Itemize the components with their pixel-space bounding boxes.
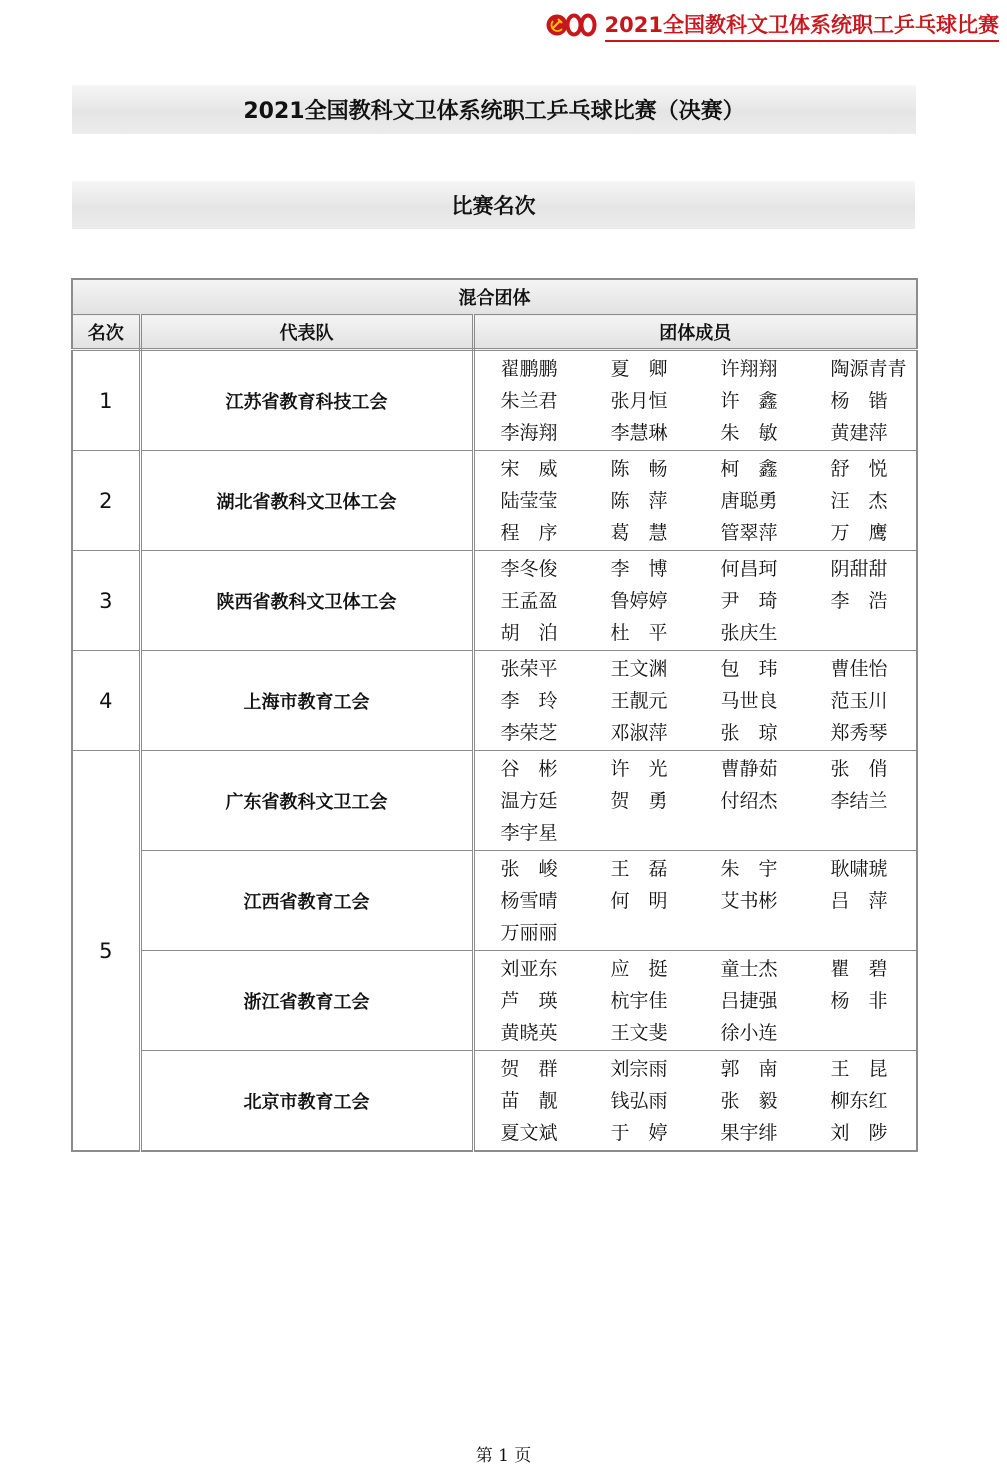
rank-cell: 1: [72, 350, 140, 451]
member-name: 李慧琳: [610, 422, 668, 444]
members-grid: [475, 351, 917, 450]
member-name: 汪 杰: [830, 490, 888, 512]
member-name: 贺 勇: [610, 790, 668, 812]
table-row: [72, 651, 917, 751]
member-name: 许 光: [610, 758, 668, 780]
member-name: 李海翔: [500, 422, 558, 444]
member-name: 王靓元: [610, 690, 668, 712]
member-name: 瞿 碧: [830, 958, 888, 980]
rank-cell: 2: [72, 451, 140, 551]
member-name: 王孟盈: [500, 590, 558, 612]
header-title: 2021全国教科文卫体系统职工乒乓球比赛: [605, 9, 999, 42]
member-name: 陆莹莹: [500, 490, 558, 512]
ranking-table: [71, 278, 918, 1152]
member-name: 舒 悦: [830, 458, 888, 480]
member-name: 胡 泊: [500, 622, 558, 644]
member-name: 夏 卿: [610, 358, 668, 380]
member-name: 范玉川: [830, 690, 888, 712]
member-name: 吕捷强: [720, 990, 778, 1012]
team-members-cell: [473, 451, 917, 551]
member-name: 刘宗雨: [610, 1058, 668, 1080]
member-name: 柳东红: [830, 1090, 888, 1112]
member-name: 夏文斌: [500, 1122, 558, 1144]
member-name: 张 毅: [720, 1090, 778, 1112]
member-name: 李荣芝: [500, 722, 558, 744]
member-name: 苗 靓: [500, 1090, 558, 1112]
member-name: 王文渊: [610, 658, 668, 680]
member-name: 阴甜甜: [830, 558, 888, 580]
table-row: [72, 1051, 917, 1152]
member-name: 黄建萍: [830, 422, 888, 444]
member-name: 耿啸琥: [830, 858, 888, 880]
member-name: 于 婷: [610, 1122, 668, 1144]
member-name: 唐聪勇: [720, 490, 778, 512]
member-name: 付绍杰: [720, 790, 778, 812]
member-name: 张 峻: [500, 858, 558, 880]
member-name: 杨 锴: [830, 390, 888, 412]
member-name: 尹 琦: [720, 590, 778, 612]
member-name: 贺 群: [500, 1058, 558, 1080]
column-header-rank: 名次: [72, 315, 140, 350]
member-name: 王 磊: [610, 858, 668, 880]
team-name-cell: 广东省教科文卫工会: [140, 751, 473, 851]
member-name: 柯 鑫: [720, 458, 778, 480]
table-row: [72, 551, 917, 651]
team-name-cell: 江苏省教育科技工会: [140, 350, 473, 451]
member-name: 谷 彬: [500, 758, 558, 780]
team-members-cell: [473, 350, 917, 451]
member-name: 李结兰: [830, 790, 888, 812]
members-grid: [475, 751, 917, 850]
member-name: 何 明: [610, 890, 668, 912]
page-number: 第 1 页: [475, 1446, 532, 1466]
table-row: [72, 951, 917, 1051]
member-name: 张庆生: [720, 622, 778, 644]
member-name: 艾书彬: [720, 890, 778, 912]
members-grid: [475, 651, 917, 750]
members-grid: [475, 1051, 917, 1150]
team-members-cell: [473, 951, 917, 1051]
team-name-cell: 陕西省教科文卫体工会: [140, 551, 473, 651]
member-name: 童士杰: [720, 958, 778, 980]
table-row: [72, 751, 917, 851]
member-name: 许 鑫: [720, 390, 778, 412]
member-name: 钱弘雨: [610, 1090, 668, 1112]
member-name: 朱兰君: [500, 390, 558, 412]
member-name: 李宇星: [500, 822, 558, 844]
table-row: [72, 451, 917, 551]
team-members-cell: [473, 1051, 917, 1152]
member-name: 陈 畅: [610, 458, 668, 480]
table-row: [72, 851, 917, 951]
member-name: 曹佳怡: [830, 658, 888, 680]
member-name: 宋 威: [500, 458, 558, 480]
table-row: [72, 350, 917, 451]
member-name: 翟鹏鹏: [500, 358, 558, 380]
rank-cell: 5: [72, 751, 140, 1152]
member-name: 何昌珂: [720, 558, 778, 580]
member-name: 张荣平: [500, 658, 558, 680]
member-name: 李 博: [610, 558, 668, 580]
member-name: 刘 陟: [830, 1122, 888, 1144]
ranking-table-body: [72, 350, 917, 1152]
members-grid: [475, 551, 917, 650]
rank-cell: 3: [72, 551, 140, 651]
member-name: 吕 萍: [830, 890, 888, 912]
member-name: 郭 南: [720, 1058, 778, 1080]
rank-cell: 4: [72, 651, 140, 751]
section-title: 比赛名次: [72, 181, 915, 229]
member-name: 万 鹰: [830, 522, 888, 544]
member-name: 陈 萍: [610, 490, 668, 512]
team-name-cell: 上海市教育工会: [140, 651, 473, 751]
member-name: 包 玮: [720, 658, 778, 680]
member-name: 杜 平: [610, 622, 668, 644]
member-name: 管翠萍: [720, 522, 778, 544]
hammer-sickle-100-icon: [545, 10, 597, 40]
team-members-cell: [473, 751, 917, 851]
member-name: 果宇绯: [720, 1122, 778, 1144]
team-members-cell: [473, 651, 917, 751]
member-name: 万丽丽: [500, 922, 558, 944]
member-name: 张月恒: [610, 390, 668, 412]
page-header: [545, 6, 999, 44]
member-name: 郑秀琴: [830, 722, 888, 744]
member-name: 朱 敏: [720, 422, 778, 444]
member-name: 李 玲: [500, 690, 558, 712]
team-name-cell: 北京市教育工会: [140, 1051, 473, 1152]
members-grid: [475, 851, 917, 950]
team-members-cell: [473, 551, 917, 651]
party-centenary-logo: [545, 10, 597, 40]
member-name: 葛 慧: [610, 522, 668, 544]
members-grid: [475, 951, 917, 1050]
member-name: 应 挺: [610, 958, 668, 980]
member-name: 王 昆: [830, 1058, 888, 1080]
team-name-cell: 江西省教育工会: [140, 851, 473, 951]
member-name: 许翔翔: [720, 358, 778, 380]
team-name-cell: 浙江省教育工会: [140, 951, 473, 1051]
member-name: 黄晓英: [500, 1022, 558, 1044]
member-name: 温方廷: [500, 790, 558, 812]
member-name: 刘亚东: [500, 958, 558, 980]
member-name: 芦 瑛: [500, 990, 558, 1012]
column-header-members: 团体成员: [473, 315, 917, 350]
document-title: 2021全国教科文卫体系统职工乒乓球比赛（决赛）: [72, 85, 916, 134]
member-name: 李冬俊: [500, 558, 558, 580]
member-name: 李 浩: [830, 590, 888, 612]
member-name: 杨雪晴: [500, 890, 558, 912]
table-title: 混合团体: [72, 279, 917, 315]
column-header-team: 代表队: [140, 315, 473, 350]
member-name: 陶源青青: [830, 358, 907, 380]
member-name: 曹静茹: [720, 758, 778, 780]
member-name: 朱 宇: [720, 858, 778, 880]
member-name: 徐小连: [720, 1022, 778, 1044]
member-name: 杨 非: [830, 990, 888, 1012]
team-name-cell: 湖北省教科文卫体工会: [140, 451, 473, 551]
member-name: 邓淑萍: [610, 722, 668, 744]
members-grid: [475, 451, 917, 550]
member-name: 马世良: [720, 690, 778, 712]
member-name: 张 琼: [720, 722, 778, 744]
member-name: 王文斐: [610, 1022, 668, 1044]
member-name: 鲁婷婷: [610, 590, 668, 612]
member-name: 张 俏: [830, 758, 888, 780]
team-members-cell: [473, 851, 917, 951]
member-name: 杭宇佳: [610, 990, 668, 1012]
member-name: 程 序: [500, 522, 558, 544]
